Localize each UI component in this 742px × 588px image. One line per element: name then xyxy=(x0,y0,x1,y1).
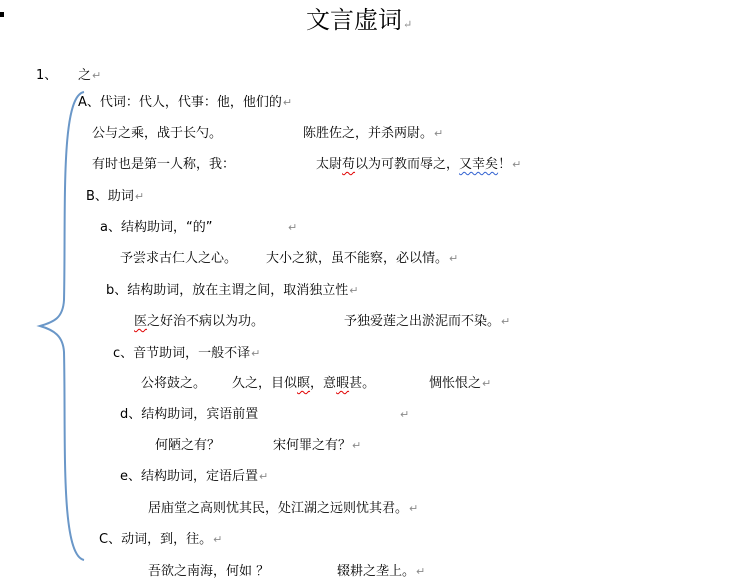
b-b-example-right: 予独爱莲之出淤泥而不染。↵ xyxy=(344,314,511,329)
b-e-example: 居庙堂之高则忧其民，处江湖之远则忧其君。↵ xyxy=(148,501,419,516)
section-word: 之↵ xyxy=(78,68,102,83)
c-example-1: 吾欲之南海，何如 ？ xyxy=(148,564,270,579)
a-example-2-left: 有时也是第一人称，我： xyxy=(92,157,236,172)
b-d-example-2: 宋何罪之有？↵ xyxy=(273,438,362,453)
a-example-1-right: 陈胜佐之，并杀两尉。↵ xyxy=(303,126,444,141)
b-d-example-1: 何陋之有？ xyxy=(155,438,221,453)
b-heading: B、助词↵ xyxy=(86,189,145,204)
section-number: 1、 xyxy=(36,68,58,83)
c-example-2: 辍耕之垄上。↵ xyxy=(337,564,426,579)
b-b-heading: b、结构助词，放在主谓之间，取消独立性↵ xyxy=(106,283,359,298)
a-example-2-right: 太尉苟以为可教而辱之，又幸矣！↵ xyxy=(316,157,522,172)
b-a-example-right: 大小之狱，虽不能察，必以情。↵ xyxy=(266,251,459,266)
b-a-example-left: 予尝求古仁人之心。 xyxy=(120,251,238,266)
b-a-heading: a、结构助词，“的” xyxy=(100,220,213,235)
a-heading: A、代词：代人，代事：他，他们的↵ xyxy=(78,95,293,110)
b-d-heading: d、结构助词，宾语前置 xyxy=(120,407,259,422)
b-d-heading-mark: ↵ xyxy=(400,408,410,421)
b-c-example-1: 公将鼓之。 xyxy=(141,376,207,391)
document-title: 文言虚词↵ xyxy=(306,6,413,34)
c-heading: C、动词，到，往。↵ xyxy=(99,532,223,547)
b-b-example-left: 医之好治不病以为功。 xyxy=(134,314,265,329)
b-c-heading: c、音节助词，一般不译↵ xyxy=(113,346,261,361)
b-e-heading: e、结构助词，定语后置↵ xyxy=(120,469,269,484)
b-a-heading-mark: ↵ xyxy=(288,221,298,234)
b-c-example-2: 久之，目似瞑，意暇甚。 xyxy=(232,376,376,391)
a-example-1-left: 公与之乘，战于长勺。 xyxy=(92,126,223,141)
b-c-example-3: 惆怅恨之↵ xyxy=(429,376,492,391)
